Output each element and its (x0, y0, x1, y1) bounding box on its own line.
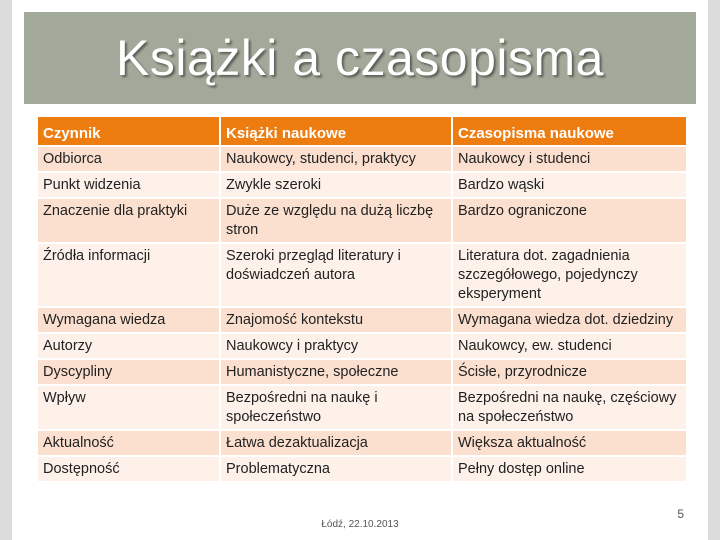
page-number: 5 (677, 507, 684, 521)
table-cell: Bardzo ograniczone (452, 198, 686, 243)
table-cell: Literatura dot. zagadnienia szczegółowego, pojedynczy eksperyment (452, 243, 686, 307)
table-cell: Naukowcy, ew. studenci (452, 333, 686, 359)
table-cell: Źródła informacji (38, 243, 220, 307)
table-header-row (38, 117, 686, 146)
table-cell: Humanistyczne, społeczne (220, 359, 452, 385)
table-row (38, 430, 686, 456)
table-cell: Problematyczna (220, 456, 452, 481)
table-cell: Łatwa dezaktualizacja (220, 430, 452, 456)
table-cell: Dyscypliny (38, 359, 220, 385)
table-row (38, 198, 686, 243)
table-cell: Większa aktualność (452, 430, 686, 456)
table-cell: Naukowcy i praktycy (220, 333, 452, 359)
table-cell: Autorzy (38, 333, 220, 359)
slide-title: Książki a czasopisma (116, 30, 604, 86)
table-cell: Bezpośredni na naukę i społeczeństwo (220, 385, 452, 430)
header-journals: Czasopisma naukowe (452, 117, 686, 146)
table-row (38, 456, 686, 481)
table-cell: Aktualność (38, 430, 220, 456)
comparison-table (38, 117, 686, 481)
table-cell: Dostępność (38, 456, 220, 481)
table-row (38, 385, 686, 430)
table-cell: Zwykle szeroki (220, 172, 452, 198)
table-row (38, 307, 686, 333)
table-cell: Naukowcy, studenci, praktycy (220, 146, 452, 172)
table-row (38, 359, 686, 385)
table-cell: Naukowcy i studenci (452, 146, 686, 172)
table-cell: Wymagana wiedza dot. dziedziny (452, 307, 686, 333)
table-cell: Bezpośredni na naukę, częściowy na społeczeństwo (452, 385, 686, 430)
title-band (24, 12, 696, 104)
table-row (38, 172, 686, 198)
table-cell: Bardzo wąski (452, 172, 686, 198)
table-cell: Wpływ (38, 385, 220, 430)
table-cell: Punkt widzenia (38, 172, 220, 198)
header-factor: Czynnik (38, 117, 220, 146)
table-cell: Pełny dostęp online (452, 456, 686, 481)
table-row (38, 146, 686, 172)
table-cell: Wymagana wiedza (38, 307, 220, 333)
table-cell: Szeroki przegląd literatury i doświadczeń autora (220, 243, 452, 307)
footer-date: Łódź, 22.10.2013 (321, 519, 399, 530)
table-row (38, 333, 686, 359)
table-cell: Znaczenie dla praktyki (38, 198, 220, 243)
header-books: Książki naukowe (220, 117, 452, 146)
table-cell: Duże ze względu na dużą liczbę stron (220, 198, 452, 243)
table-cell: Znajomość kontekstu (220, 307, 452, 333)
table-cell: Odbiorca (38, 146, 220, 172)
table-row (38, 243, 686, 307)
table-cell: Ścisłe, przyrodnicze (452, 359, 686, 385)
